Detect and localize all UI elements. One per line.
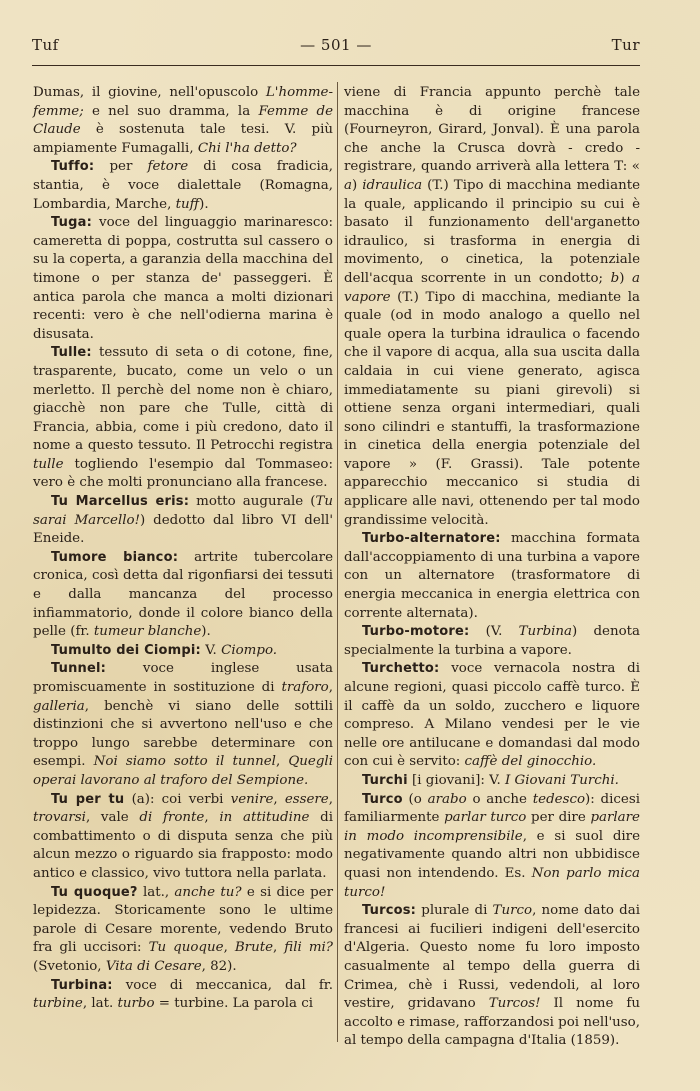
dictionary-entry — [33, 642, 333, 661]
dictionary-entry — [33, 660, 333, 790]
entry-definition: V. Ciompo. — [200, 642, 278, 658]
dictionary-entry — [33, 549, 333, 642]
header-left-guideword: Tuf — [32, 36, 59, 54]
entry-headword: Tuga: — [51, 215, 92, 231]
dictionary-entry — [33, 977, 333, 1014]
header-right-guideword: Tur — [611, 36, 640, 54]
dictionary-entry — [33, 791, 333, 884]
dictionary-entry — [344, 530, 640, 623]
entry-definition: (V. Turbina) denota specialmente la turbina a vapore. — [344, 624, 641, 658]
entry-definition: voce del linguaggio marinaresco: cameretta di poppa, costrutta sul cassero o su la coperta, a garanzia della macchina del timone o per stanza de' passeggeri. È antica parola che manca a molti dizionari recenti: vero è che nell'odierna marina è disusata. — [33, 215, 333, 342]
entry-headword: Tu quoque? — [51, 884, 138, 900]
entry-headword: Tuffo: — [51, 159, 95, 175]
entry-definition: macchina formata dall'accoppiamento di una turbina a vapore con un alternatore (trasformatore di energia meccanica in energia elettrica con corrente alternata). — [344, 531, 640, 621]
entry-definition: motto augurale (Tu sarai Marcello!) dedotto dal libro VI dell' Eneide. — [33, 494, 333, 547]
dictionary-entry — [33, 84, 333, 158]
header-rule — [32, 65, 640, 66]
entry-definition: artrite tubercolare cronica, così detta dal rigonfiarsi dei tessuti e dalla mancanza del processo infiammatorio, donde il colore bianco della pelle (fr. tumeur blanche). — [33, 549, 333, 640]
entry-headword: Tu Marcellus eris: — [51, 494, 190, 510]
entry-definition: [i giovani]: V. I Giovani Turchi. — [407, 772, 619, 788]
entry-definition: voce vernacola nostra di alcune regioni, quasi piccolo caffè turco. È il caffè da un soldo, zucchero e liquore compreso. A Milano vendesi per le vie nelle ore antilucane e domandasi dal modo con cui è servito: caffè del ginocchio. — [344, 661, 640, 770]
dictionary-entry — [33, 884, 333, 977]
entry-headword: Tunnel: — [51, 661, 107, 677]
page-header — [32, 36, 640, 58]
entry-headword: Turbo-motore: — [362, 624, 470, 640]
entry-headword: Tulle: — [51, 345, 92, 361]
column-divider — [337, 82, 338, 1042]
entry-headword: Turcos: — [362, 903, 417, 919]
entry-definition: voce inglese usata promiscuamente in sostituzione di traforo, galleria, benchè vi siano delle sottili distinzioni che si avvertono nell'uso e che troppo lungo sarebbe determinare con esempi. Noi siamo sotto il tunnel, Quegli operai lavorano al traforo del Sempione. — [33, 661, 333, 788]
left-column — [33, 84, 333, 1014]
entry-definition: (a): coi verbi venire, essere, trovarsi, vale di fronte, in attitudine di combattimento o di disputa senza che più alcun mezzo o riguardo sia frapposto: modo antico e classico, vivo tuttora nella parlata. — [33, 791, 333, 881]
entry-definition: Dumas, il giovine, nell'opuscolo L'homme-femme; e nel suo dramma, la Femme de Claude è sostenuta tale tesi. V. più ampiamente Fumagalli, Chi l'ha detto? — [33, 85, 333, 156]
dictionary-entry — [33, 214, 333, 344]
entry-definition: per fetore di cosa fradicia, stantia, è voce dialettale (Romagna, Lombardia, Marche, tuff). — [33, 159, 333, 212]
entry-definition: plurale di Turco, nome dato dai francesi ai fucilieri indigeni dell'esercito d'Algeria. Questo nome fu loro imposto casualmente al tempo della guerra di Crimea, chè i Russi, vedendoli, al loro vestire, gridavano Turcos! Il nome fu accolto e rimase, rafforzandosi poi nell'uso, al tempo della campagna d'Italia (1859). — [344, 903, 641, 1049]
entry-headword: Tu per tu — [51, 791, 125, 807]
dictionary-entry — [344, 902, 640, 1051]
entry-headword: Turbo-alternatore: — [362, 531, 501, 547]
entry-definition: voce di meccanica, dal fr. turbine, lat. turbo = turbine. La parola ci — [33, 977, 333, 1012]
entry-headword: Tumulto dei Ciompi: — [51, 642, 201, 658]
dictionary-entry — [344, 772, 640, 791]
dictionary-entry — [33, 158, 333, 214]
dictionary-entry — [33, 493, 333, 549]
dictionary-entry — [344, 623, 640, 660]
entry-headword: Tumore bianco: — [51, 549, 179, 565]
dictionary-entry — [33, 344, 333, 493]
page-number: — 501 — — [300, 36, 372, 54]
right-column — [344, 84, 640, 1051]
entry-headword: Turco — [362, 791, 403, 807]
dictionary-entry — [344, 660, 640, 772]
entry-headword: Turbina: — [51, 977, 113, 993]
entry-definition: viene di Francia appunto perchè tale macchina è di origine francese (Fourneyron, Girard, Jonval). È una parola che anche la Crusca dovrà - credo - registrare, quando arriverà alla lettera T: « a) idraulica (T.) Tipo di macchina mediante la quale, applicando il principio su cui è basato il funzionamento dell'arganetto idraulico, si trasforma in energia di movimento, o cinetica, la potenziale dell'acqua scorrente in un condotto; b) a vapore (T.) Tipo di macchina, mediante la quale (od in modo analogo a quello nel quale opera la turbina idraulica o facendo che il vapore di acqua, alla sua uscita dalla caldaia in cui viene generato, agisca immediatamente su piani girevoli) si ottiene senza organi intermediari, quali sono cilindri e stantuffi, la trasformazione in cinetica della energia potenziale del vapore » (F. Grassi). Tale potente apparecchio meccanico si studia di applicare alle navi, ottenendo per tal modo grandissime velocità. — [344, 85, 640, 528]
entry-headword: Turchetto: — [362, 661, 440, 677]
entry-definition: tessuto di seta o di cotone, fine, trasparente, bucato, come un velo o un merletto. Il perchè del nome non è chiaro, giacchè non pare che Tulle, città di Francia, abbia, come i più credono, dato il nome a questo tessuto. Il Petrocchi registra tulle togliendo l'esempio dal Tommaseo: vero è che molti pronunciano alla francese. — [33, 345, 333, 491]
dictionary-entry — [344, 791, 640, 903]
entry-headword: Turchi — [362, 772, 408, 788]
entry-definition: (o arabo o anche tedesco): dicesi familiarmente parlar turco per dire parlare in modo incomprensibile, e si suol dire negativamente quando altri non ubbidisce quasi non intendendo. Es. Non parlo mica turco! — [344, 791, 640, 900]
dictionary-entry — [344, 84, 640, 530]
entry-definition: lat., anche tu? e si dice per lepidezza. Storicamente sono le ultime parole di Cesare morente, vedendo Bruto fra gli uccisori: Tu quoque, Brute, fili mi? (Svetonio, Vita di Cesare, 82). — [33, 884, 333, 974]
